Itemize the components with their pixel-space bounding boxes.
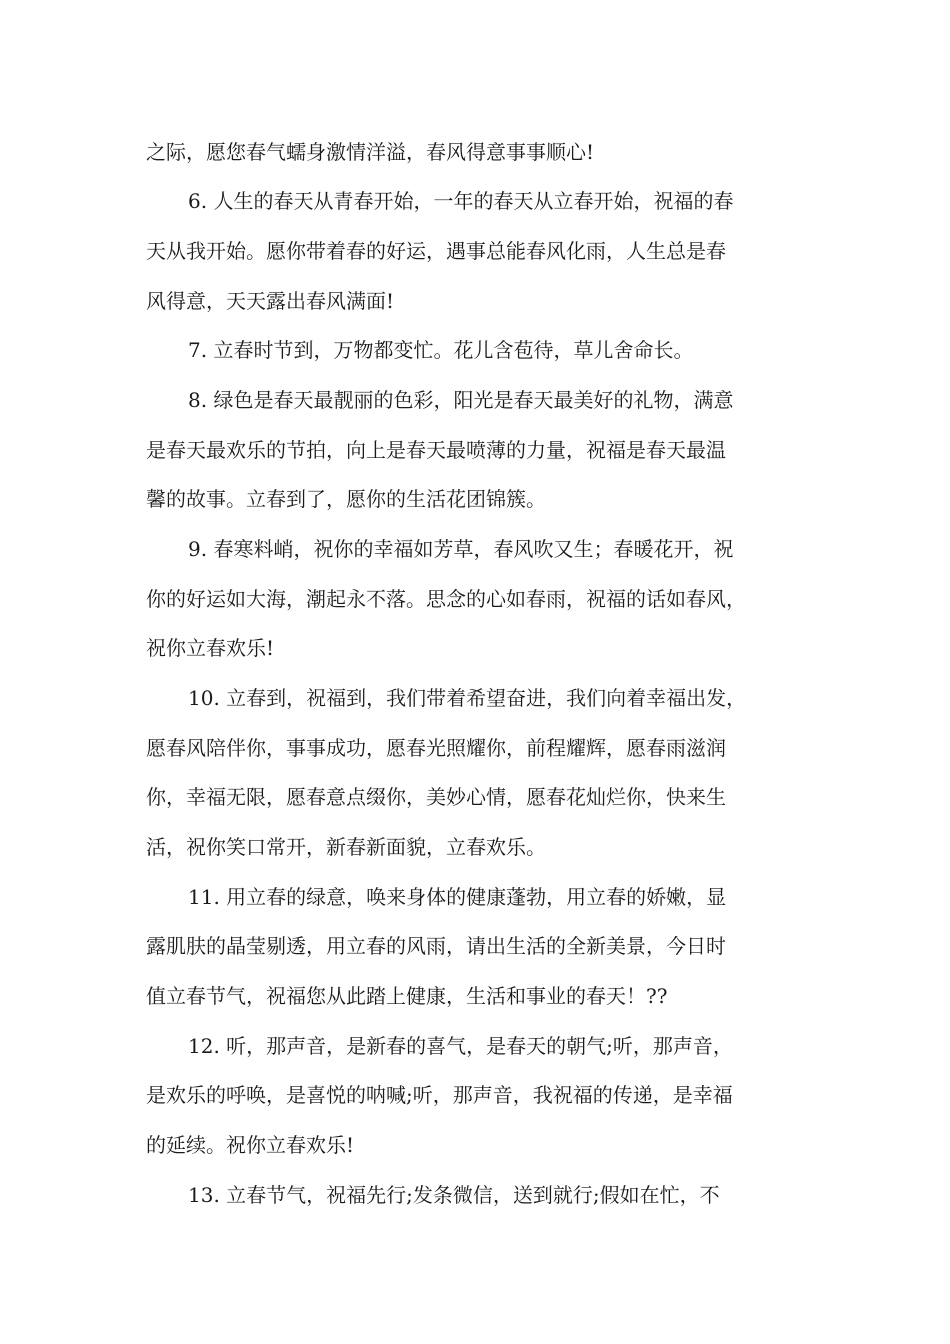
text-line: 露肌肤的晶莹剔透，用立春的风雨，请出生活的全新美景，今日时 (146, 934, 726, 958)
paragraph-10-line: 10. 立春到，祝福到，我们带着希望奋进，我们向着幸福出发， (188, 686, 747, 710)
text-line: 之际，愿您春气蠕身激情洋溢，春风得意事事顺心! (146, 140, 595, 164)
text-line: 活，祝你笑口常开，新春新面貌，立春欢乐。 (146, 835, 546, 859)
paragraph-11-line: 11. 用立春的绿意，唤来身体的健康蓬勃，用立春的娇嫩，显 (188, 885, 727, 909)
paragraph-8-line: 8. 绿色是春天最靓丽的色彩，阳光是春天最美好的礼物，满意 (188, 388, 734, 412)
text-line: 愿春风陪伴你，事事成功，愿春光照耀你，前程耀辉，愿春雨滋润 (146, 736, 726, 760)
text-line: 你的好运如大海，潮起永不落。思念的心如春雨，祝福的话如春风， (146, 587, 746, 611)
text-line: 的延续。祝你立春欢乐! (146, 1133, 355, 1157)
text-line: 是欢乐的呼唤，是喜悦的呐喊;听，那声音，我祝福的传递，是幸福 (146, 1083, 733, 1107)
paragraph-9-line: 9. 春寒料峭，祝你的幸福如芳草，春风吹又生；春暖花开，祝 (188, 537, 734, 561)
text-line: 风得意，天天露出春风满面! (146, 289, 395, 313)
paragraph-7-line: 7. 立春时节到，万物都变忙。花儿含苞待，草儿舍命长。 (188, 338, 694, 362)
text-line: 祝你立春欢乐! (146, 636, 275, 660)
text-line: 馨的故事。立春到了，愿你的生活花团锦簇。 (146, 487, 546, 511)
paragraph-13-line: 13. 立春节气，祝福先行;发条微信，送到就行;假如在忙，不 (188, 1183, 720, 1207)
text-line: 是春天最欢乐的节拍，向上是春天最喷薄的力量，祝福是春天最温 (146, 438, 726, 462)
text-line: 值立春节气，祝福您从此踏上健康，生活和事业的春天！?? (146, 984, 668, 1008)
text-line: 你，幸福无限，愿春意点缀你，美妙心情，愿春花灿烂你，快来生 (146, 785, 726, 809)
text-line: 天从我开始。愿你带着春的好运，遇事总能春风化雨，人生总是春 (146, 239, 726, 263)
paragraph-12-line: 12. 听，那声音，是新春的喜气，是春天的朝气;听，那声音， (188, 1034, 733, 1058)
paragraph-6-line: 6. 人生的春天从青春开始，一年的春天从立春开始，祝福的春 (188, 189, 734, 213)
